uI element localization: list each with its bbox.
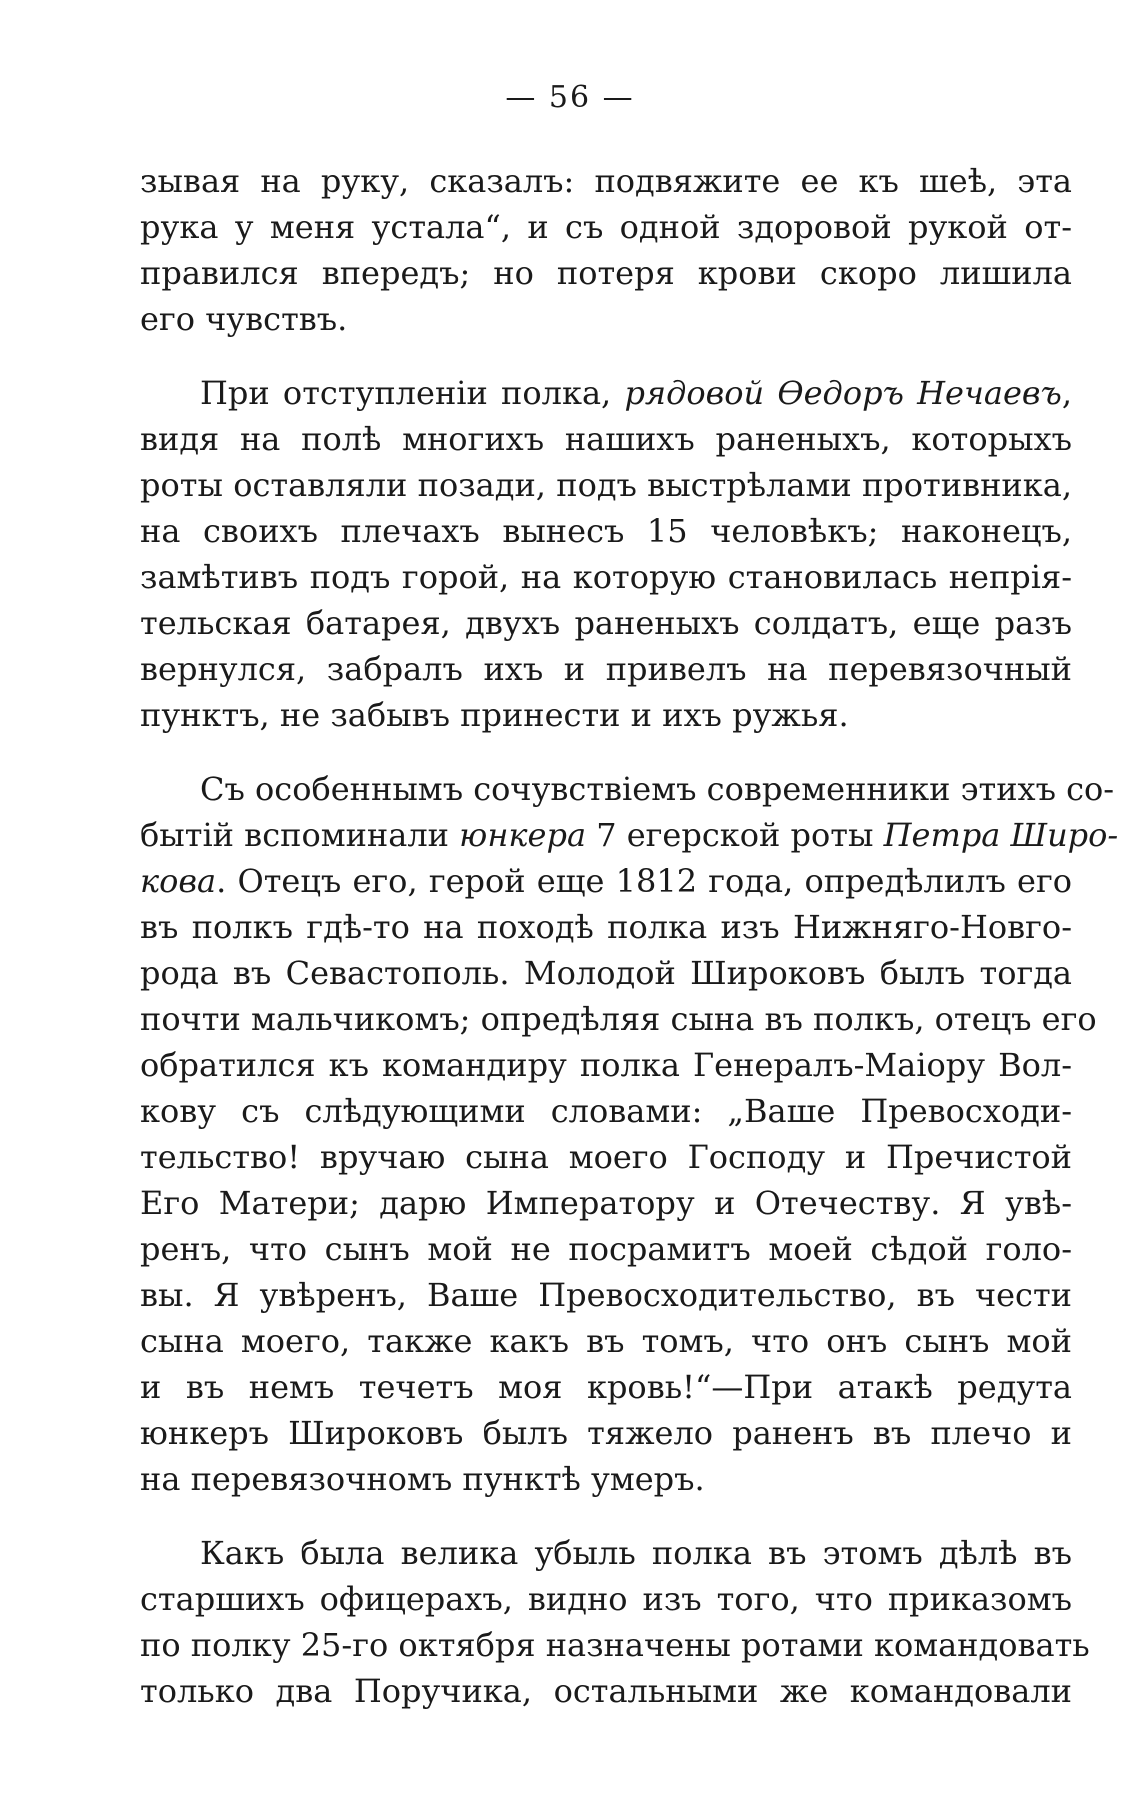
- text-line: тельство! вручаю сына моего Господу и Пречистой: [140, 1138, 1072, 1176]
- text-line: вы. Я увѣренъ, Ваше Превосходительство, въ чести: [140, 1276, 1072, 1314]
- paragraph-gap: [140, 342, 1072, 370]
- text-segment: 7 егерской роты: [586, 816, 884, 854]
- body-text: [140, 158, 1119, 1714]
- text-line: правился впередъ; но потеря крови скоро лишила: [140, 254, 1072, 292]
- text-line: роты оставляли позади, подъ выстрѣлами противника,: [140, 466, 1072, 504]
- text-line: [140, 812, 1119, 858]
- text-line: только два Поручика, остальными же командовали: [140, 1672, 1072, 1710]
- text-segment: . Отецъ его, герой еще 1812 года, опредѣлилъ его: [216, 862, 1072, 900]
- text-line: пунктъ, не забывъ принести и ихъ ружья.: [140, 696, 849, 734]
- text-line: сына моего, также какъ въ томъ, что онъ сынъ мой: [140, 1322, 1072, 1360]
- text-line: тельская батарея, двухъ раненыхъ солдатъ, еще разъ: [140, 604, 1072, 642]
- text-line: зывая на руку, сказалъ: подвяжите ее къ шеѣ, эта: [140, 162, 1072, 200]
- italic-text: Петра Широ-: [883, 816, 1119, 854]
- text-line: Его Матери; дарю Императору и Отечеству. Я увѣ-: [140, 1184, 1072, 1222]
- paragraph: [140, 370, 1072, 738]
- text-line: [140, 858, 1072, 904]
- text-segment: бытій вспоминали: [140, 816, 460, 854]
- text-line: и въ немъ течетъ моя кровь!“—При атакѣ редута: [140, 1368, 1072, 1406]
- text-line: [140, 370, 1072, 416]
- text-line: въ полкъ гдѣ-то на походѣ полка изъ Нижняго-Новго-: [140, 908, 1072, 946]
- text-line: вернулся, забралъ ихъ и привелъ на перевязочный: [140, 650, 1072, 688]
- text-line: старшихъ офицерахъ, видно изъ того, что приказомъ: [140, 1580, 1072, 1618]
- text-line: рука у меня устала“, и съ одной здоровой рукой от-: [140, 208, 1072, 246]
- text-line: Съ особеннымъ сочувствіемъ современники этихъ со-: [200, 770, 1115, 808]
- text-line: обратился къ командиру полка Генералъ-Маіору Вол-: [140, 1046, 1072, 1084]
- text-segment: При отступленіи полка,: [200, 374, 625, 412]
- text-line: юнкеръ Широковъ былъ тяжело раненъ въ плечо и: [140, 1414, 1072, 1452]
- paragraph: [140, 158, 1072, 342]
- text-line: почти мальчикомъ; опредѣляя сына въ полкъ, отецъ его: [140, 1000, 1097, 1038]
- text-line: рода въ Севастополь. Молодой Широковъ былъ тогда: [140, 954, 1072, 992]
- text-line: его чувствъ.: [140, 300, 348, 338]
- paragraph-gap: [140, 738, 1072, 766]
- paragraph-gap: [140, 1502, 1072, 1530]
- text-segment: ,: [1061, 374, 1073, 412]
- text-line: ренъ, что сынъ мой не посрамитъ моей сѣдой голо-: [140, 1230, 1072, 1268]
- italic-text: юнкера: [459, 816, 587, 854]
- text-line: на перевязочномъ пунктѣ умеръ.: [140, 1460, 705, 1498]
- italic-text: кова: [140, 862, 217, 900]
- text-line: кову съ слѣдующими словами: „Ваше Превосходи-: [140, 1092, 1072, 1130]
- text-line: замѣтивъ подъ горой, на которую становилась непрія-: [140, 558, 1072, 596]
- page-number: — 56 —: [505, 80, 635, 115]
- paragraph: [140, 766, 1119, 1502]
- text-line: по полку 25-го октября назначены ротами командовать: [140, 1626, 1090, 1664]
- italic-text: рядовой Ѳедоръ Нечаевъ: [624, 374, 1062, 412]
- text-line: Какъ была велика убыль полка въ этомъ дѣлѣ въ: [200, 1534, 1072, 1572]
- paragraph: [140, 1530, 1090, 1714]
- text-line: видя на полѣ многихъ нашихъ раненыхъ, которыхъ: [140, 420, 1072, 458]
- text-line: на своихъ плечахъ вынесъ 15 человѣкъ; наконецъ,: [140, 512, 1072, 550]
